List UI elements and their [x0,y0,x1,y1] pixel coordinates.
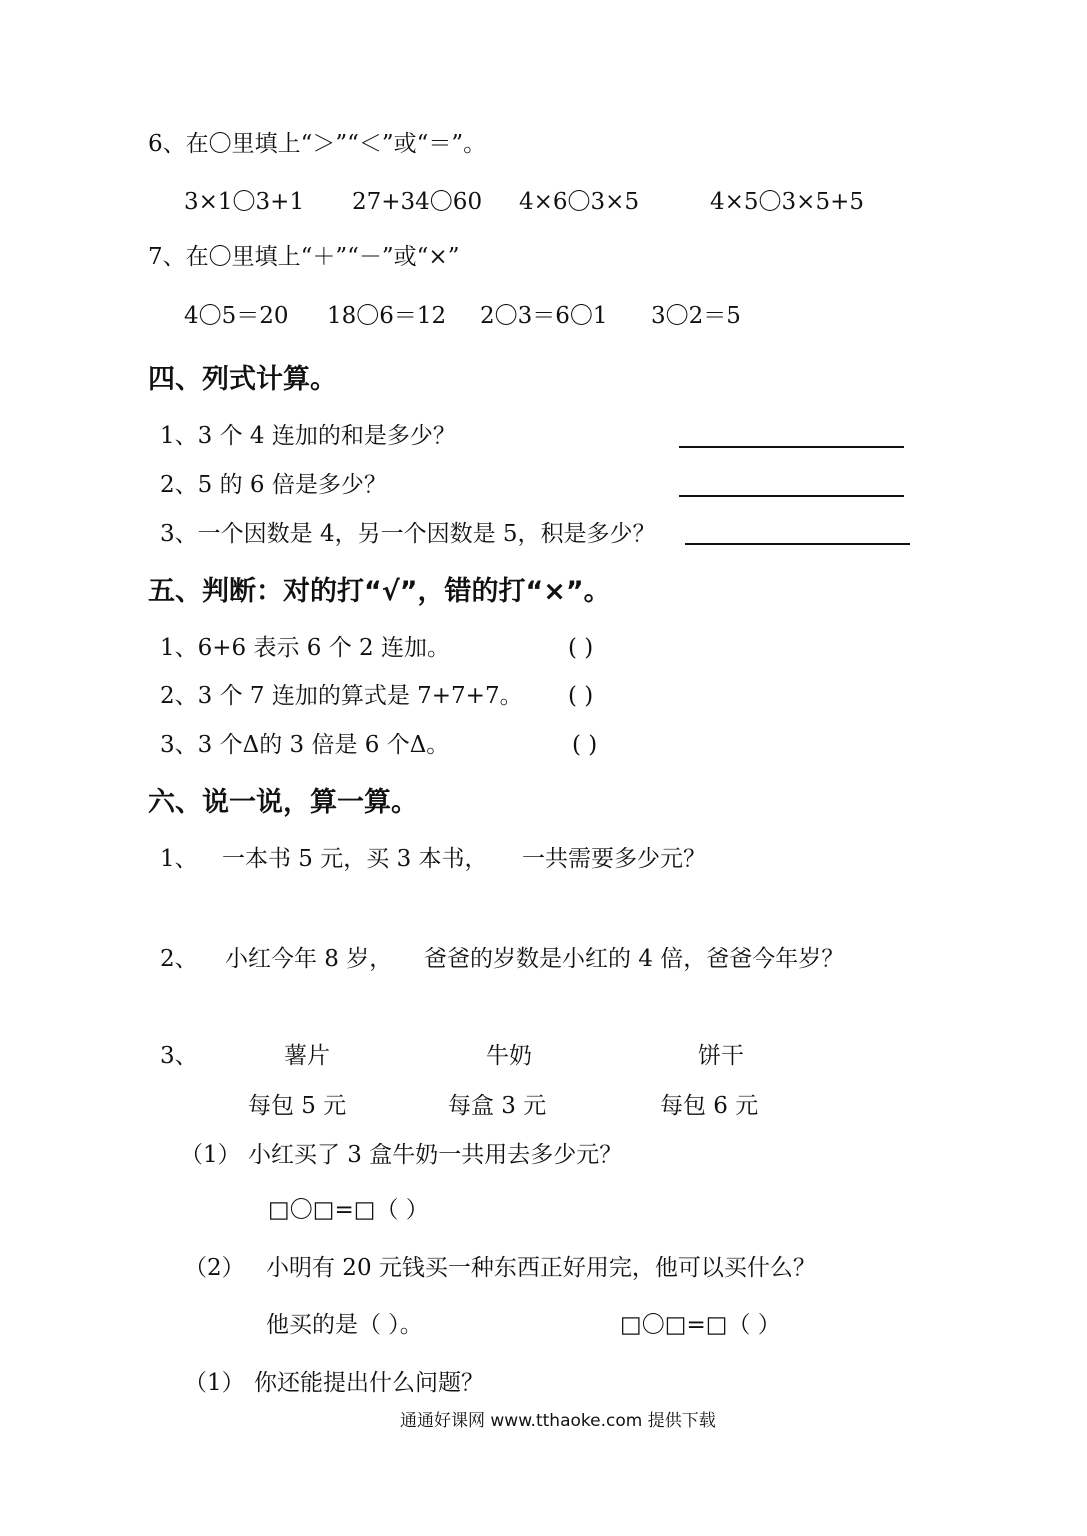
section-4-item-1: 1、3 个 4 连加的和是多少？ [160,423,456,449]
q2-number: 2、 [160,946,198,972]
operator-item-2: 18〇6＝12 [327,303,447,329]
product-name-milk: 牛奶 [486,1043,532,1069]
footer-source: 通通好课网 www.tthaoke.com 提供下载 [400,1411,716,1431]
question-7-text: 7、在〇里填上“＋”“－”或“×” [148,244,460,270]
compare-item-2: 27+34〇60 [352,189,483,215]
section-4-heading: 四、列式计算。 [148,364,337,395]
sub3-text: 你还能提出什么问题？ [254,1370,484,1396]
sub1-text: 小红买了 3 盒牛奶一共用去多少元？ [248,1142,623,1168]
operator-item-3: 2〇3＝6〇1 [480,303,608,329]
product-price-chips: 每包 5 元 [248,1093,347,1119]
product-price-biscuit: 每包 6 元 [660,1093,759,1119]
judge-item-3: 3、3 个Δ的 3 倍是 6 个Δ。 [160,732,450,758]
q1-part-1: 一本书 5 元，买 3 本书， [222,846,488,872]
q2-part-2: 爸爸的岁数是小红的 4 倍，爸爸今年岁？ [424,946,845,972]
answer-line-1[interactable] [679,446,904,448]
sub2-text: 小明有 20 元钱买一种东西正好用完，他可以买什么？ [266,1255,816,1281]
section-4-item-2: 2、5 的 6 倍是多少？ [160,472,387,498]
sub1-label: （1） [180,1142,241,1168]
answer-line-3[interactable] [685,543,910,545]
q1-number: 1、 [160,846,198,872]
compare-item-3: 4×6〇3×5 [519,189,640,215]
judge-item-1: 1、6+6 表示 6 个 2 连加。 [160,635,450,661]
operator-item-1: 4〇5＝20 [184,303,289,329]
sub2-formula[interactable]: □〇□=□（ ） [620,1312,781,1338]
sub2-answer[interactable]: 他买的是（ ）。 [266,1312,423,1338]
judge-paren-2[interactable]: ( ) [568,683,594,709]
section-6-heading: 六、说一说，算一算。 [148,787,418,818]
compare-item-4: 4×5〇3×5+5 [710,189,864,215]
q3-number: 3、 [160,1043,198,1069]
compare-item-1: 3×1〇3+1 [184,189,305,215]
sub1-formula[interactable]: □〇□=□（ ） [268,1197,429,1223]
judge-paren-3[interactable]: ( ) [572,732,598,758]
operator-item-4: 3〇2＝5 [651,303,741,329]
product-name-chips: 薯片 [284,1043,330,1069]
product-price-milk: 每盒 3 元 [448,1093,547,1119]
product-name-biscuit: 饼干 [698,1043,744,1069]
answer-line-2[interactable] [679,495,904,497]
sub2-label: （2） [184,1255,245,1281]
q2-part-1: 小红今年 8 岁， [225,946,393,972]
section-5-heading: 五、判断：对的打“√”，错的打“×”。 [148,576,611,607]
judge-item-2: 2、3 个 7 连加的算式是 7+7+7。 [160,683,523,709]
question-6-text: 6、在〇里填上“＞”“＜”或“＝”。 [148,131,487,157]
judge-paren-1[interactable]: ( ) [568,635,594,661]
section-4-item-3: 3、一个因数是 4，另一个因数是 5，积是多少？ [160,521,656,547]
q1-part-2: 一共需要多少元？ [522,846,706,872]
sub3-label: （1） [184,1370,245,1396]
